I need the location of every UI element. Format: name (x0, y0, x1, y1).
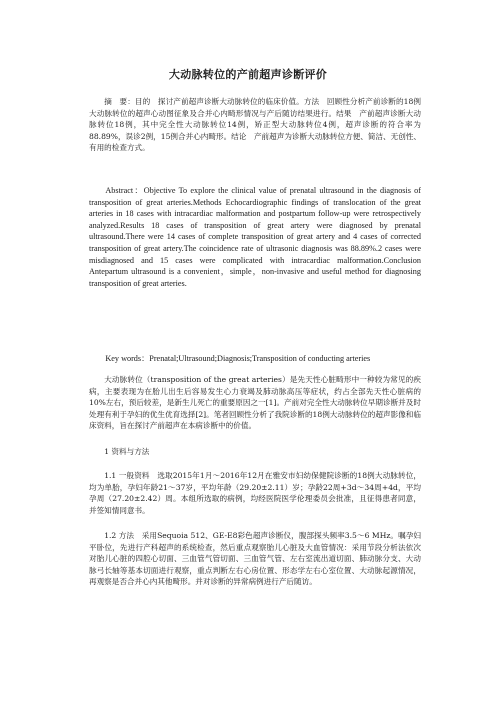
paragraph-general-data: 1.1 一般资料 选取2015年1月～2016年12月在雅安市妇幼保健院诊断的18例大动脉转位，均为单胎，孕妇年龄21～37岁，平均年龄（29.20±2.11）岁；孕龄22周+3d～34周+4d，平均孕周（27.20±2.42）周。本组所选取的病例，均经医院医学伦理委员会批准，且征得患者同意，并签知情同意书。 (89, 471, 421, 515)
abstract-chinese: 摘 要：目的 探讨产前超声诊断大动脉转位的临床价值。方法 回顾性分析产前诊断的18例大动脉转位的超声心动图征象及合并心内畸形情况与产后随访结果进行。结果 产前超声诊断大动脉转位18例，其中完全性大动脉转位14例，矫正型大动脉转位4例，超声诊断的符合率为88.89%，误诊2例，15例合并心内畸形。结论 产前超声为诊断大动脉转位方便、简洁、无创性、有用的检查方式。 (89, 97, 422, 153)
abstract-english: Abstract：Objective To explore the clinical value of prenatal ultrasound in the diagnosis of transposition of great arteries.Methods Echocardiographic findings of translocation of the great arteries in 18 cases with intracardiac malformation and postpartum follow-up were retrospectively analyzed.Results 18 cases of transposition of great artery were diagnosed by prenatal ultrasound.There were 14 cases of complete transposition of great artery and 4 cases of corrected transposition of great artery.The coincidence rate of ultrasonic diagnosis was 88.89%.2 cases were misdiagnosed and 15 cases were complicated with intracardiac malformation.Conclusion Antepartum ultrasound is a convenient，simple，non-invasive and useful method for diagnosing transposition of great arteries. (89, 186, 421, 288)
introduction-paragraph: 大动脉转位（transposition of the great arteries）是先天性心脏畸形中一种较为常见的疾病，主要表现为在胎儿出生后容易发生心力衰竭及肺动脉高压等症状，约占全部先天性心脏病的10%左右，预后较差，是新生儿死亡的重要原因之一[1]。产前对完全性大动脉转位早期诊断并及时处理有利于孕妇的优生优育选择[2]。笔者回顾性分析了我院诊断的18例大动脉转位的超声影像和临床资料，旨在探讨产前超声在本病诊断中的价值。 (89, 375, 421, 431)
keywords: Key words：Prenatal;Ultrasound;Diagnosis;Transposition of conducting arteries (105, 354, 371, 363)
paragraph-methods: 1.2 方法 采用Sequoia 512、GE-E8彩色超声诊断仪，腹部探头频率3.5～6 MHz。嘱孕妇平卧位，先进行产科超声的系统检查，然后重点观察胎儿心脏及大血管情况：采用节段分析法依次对胎儿心脏的四腔心切面、三血管气管切面、三血管气管、左右室流出道切面、肺动脉分支、大动脉弓长轴等基本切面进行观察，重点判断左右心房位置、形态学左右心室位置、大动脉起源情况，再观察是否合并心内其他畸形。并对诊断的异常病例进行产后随访。 (89, 531, 421, 587)
paper-title: 大动脉转位的产前超声诊断评价 (168, 68, 328, 81)
section-heading-materials-methods: 1 资料与方法 (104, 447, 150, 456)
